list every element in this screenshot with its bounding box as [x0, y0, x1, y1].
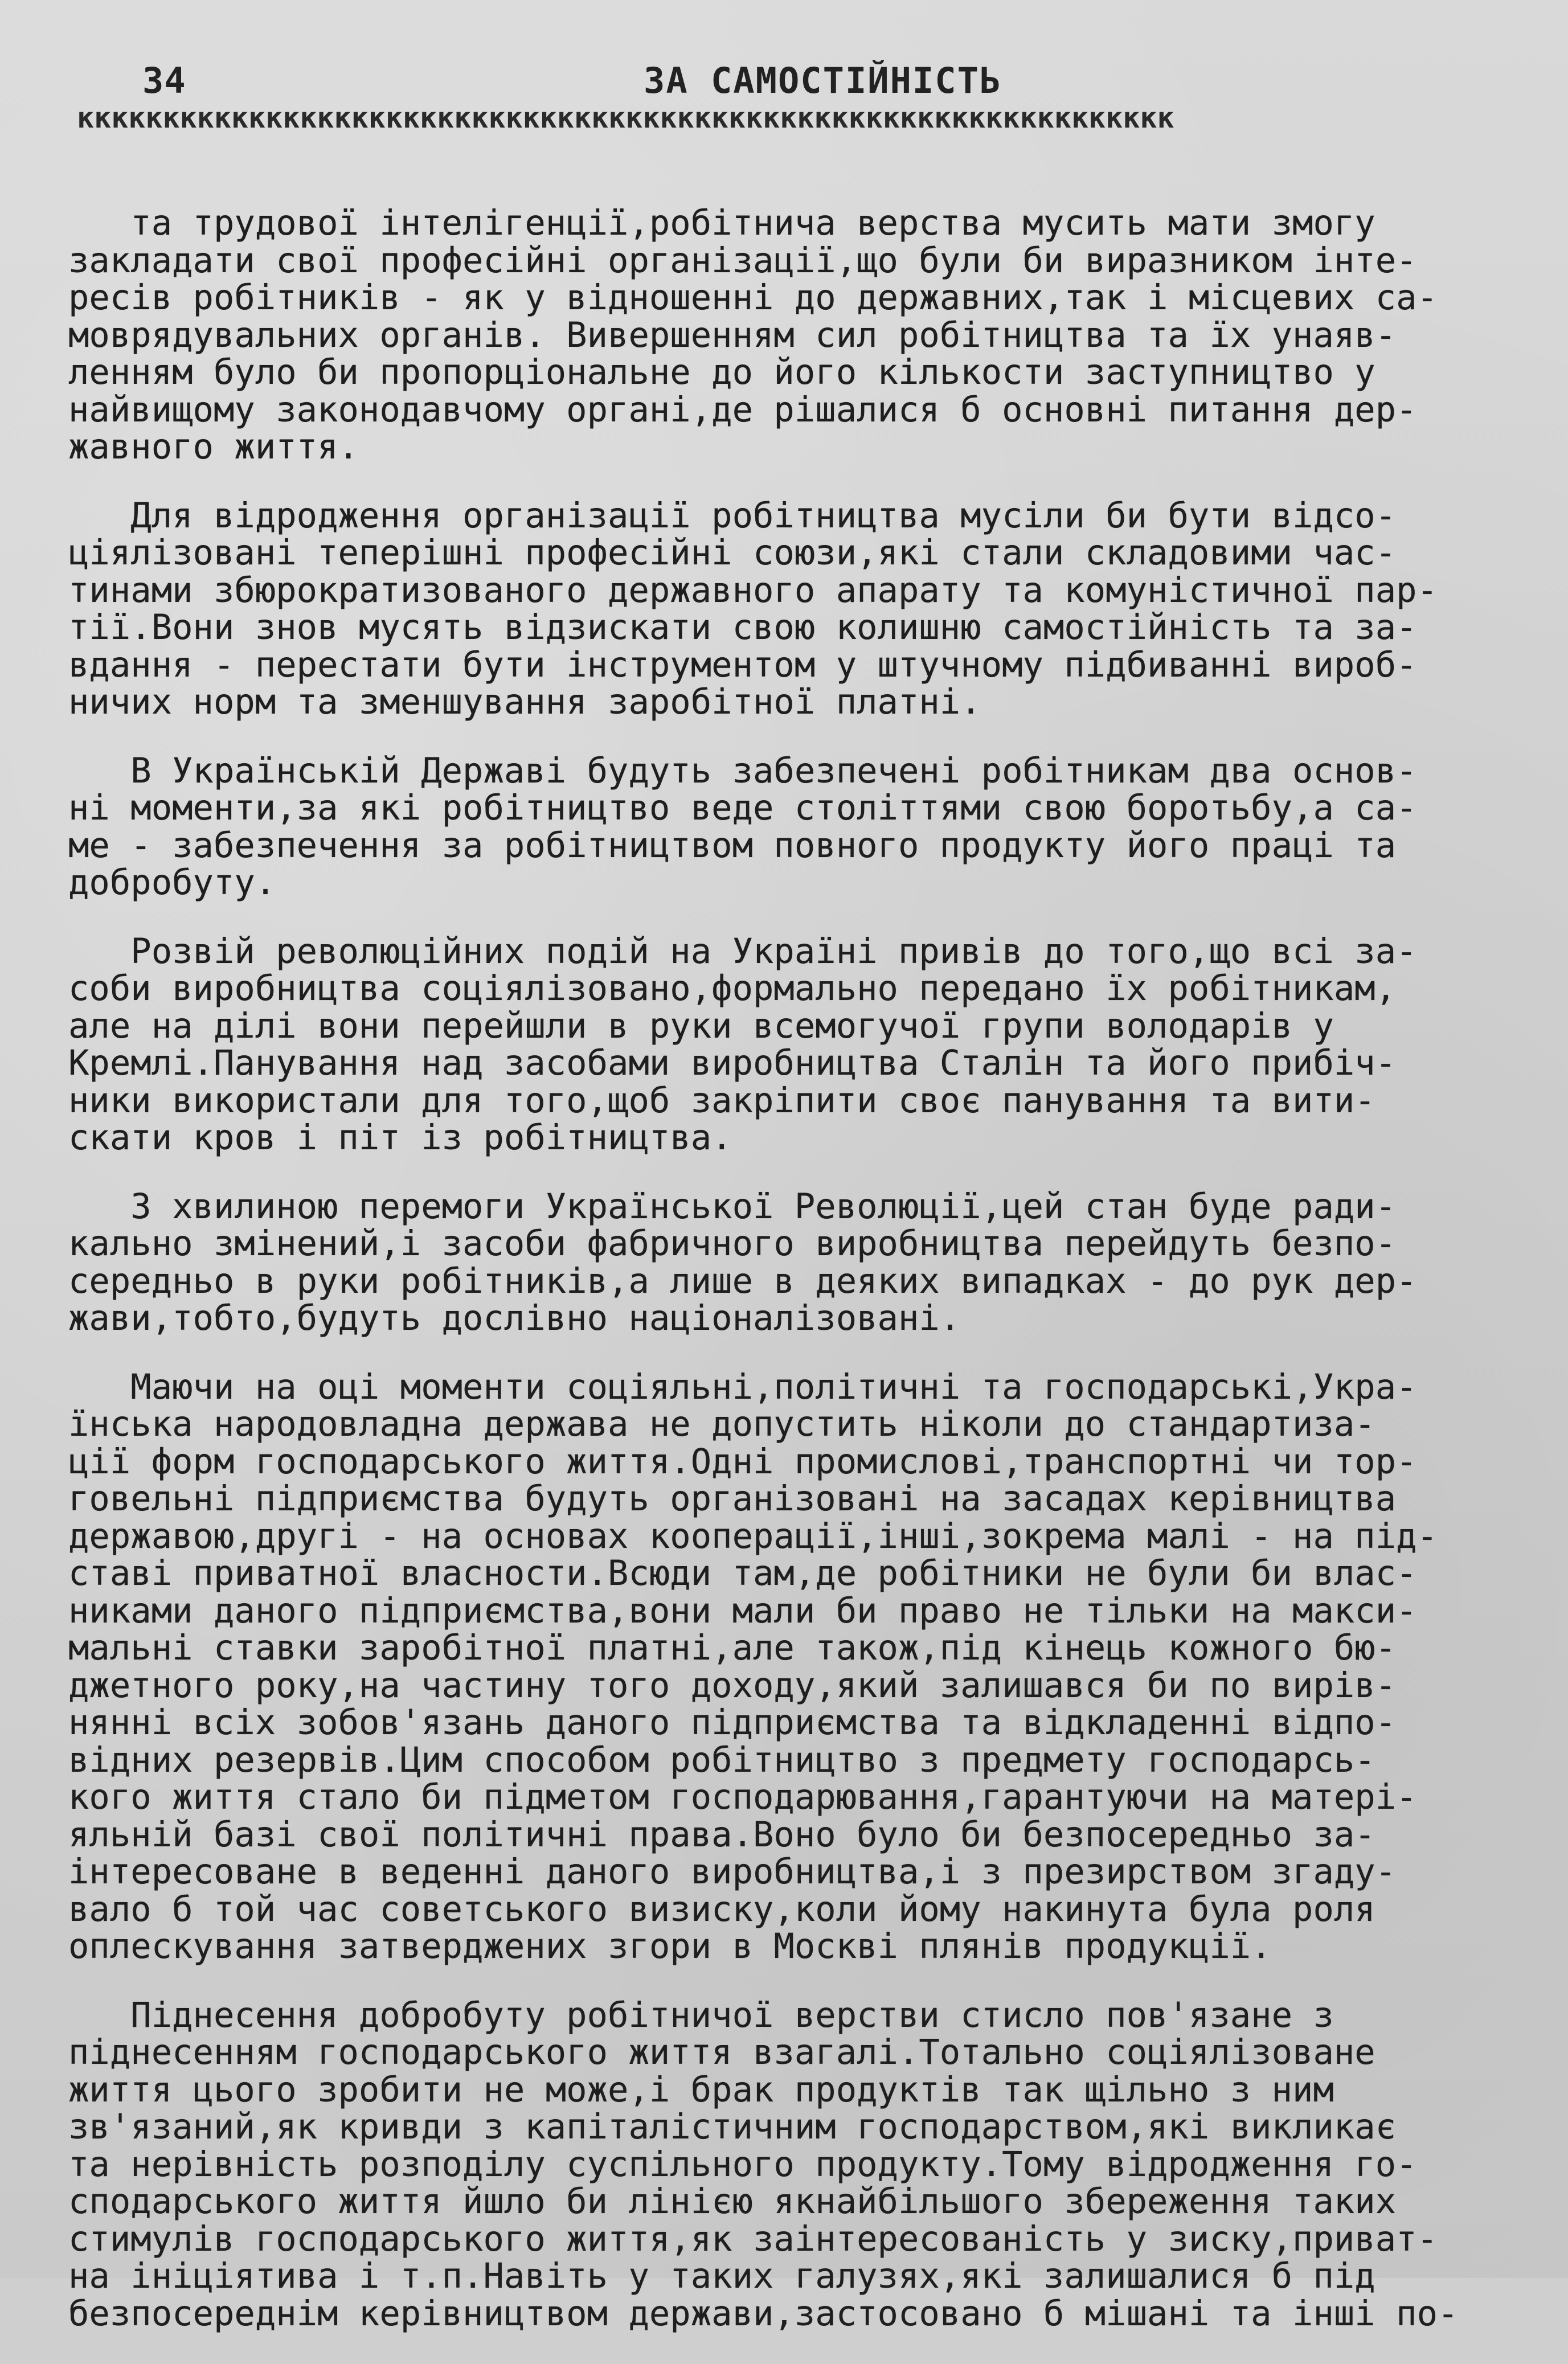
- journal-title: ЗА САМОСТІЙНІСТЬ: [644, 60, 1002, 101]
- paragraph-1: та трудової інтелігенції,робітнича верства мусить мати змогу закладати свої професійні організації,що були би виразником інте- ресів робітників - як у відношенні до державних,так і місцевих са- моврядувальних органів. Вивершенням сил робітництва та їх унаяв- ленням було би пропорціональне до його кількости заступництво у найвищому законодавчому органі,де рішалися б основні питання дер- жавного життя.: [68, 203, 1438, 467]
- paragraph-5: З хвилиною перемоги Української Революції,цей стан буде ради- кально змінений,і засоби фабричного виробництва перейдуть безпо- середньо в руки робітників,а лише в деяких випадках - до рук дер- жави,тобто,будуть дослівно націоналізовані.: [68, 1186, 1417, 1338]
- page-number: 34: [142, 60, 186, 101]
- paragraph-4: Розвій революційних подій на Україні привів до того,що всі за- соби виробництва соціялізовано,формально передано їх робітникам, але на ділі вони перейшли в руки всемогучої групи володарів у Кремлі.Панування над засобами виробництва Сталін та його прибіч- ники використали для того,щоб закріпити своє панування та вити- скати кров і піт із робітництва.: [68, 931, 1417, 1158]
- page-header: [74, 54, 1441, 105]
- paragraph-2: Для відродження організації робітництва мусіли би бути відсо- ціялізовані теперішні професійні союзи,які стали складовими час- тинами збюрократизованого державного апарату та комуністичної пар- тії.Вони знов мусять відзискати свою колишню самостійність та за- вдання - перестати бути інструментом у штучному підбиванні вироб- ничих норм та зменшування заробітної платні.: [68, 495, 1438, 722]
- header-separator: кккккккккккккккккккккккккккккккккккккккккккккккккккккккккккккккк: [77, 101, 1174, 134]
- paragraph-7: Піднесення добробуту робітничої верстви стисло пов'язане з піднесенням господарського життя взагалі.Тотально соціялізоване життя цього зробити не може,і брак продуктів так щільно з ним зв'язаний,як кривди з капіталістичним господарством,які викликає та нерівність розподілу суспільного продукту.Тому відродження го- сподарського життя йшло би лінією якнайбільшого збереження таких стимулів господарського життя,як заінтересованість у зиску,приват- на ініціятива і т.п.Навіть у таких галузях,які залишалися б під безпосереднім керівництвом держави,застосовано б мішані та інші по-: [68, 1995, 1459, 2334]
- paragraph-3: В Українській Державі будуть забезпечені робітникам два основ- ні моменти,за які робітництво веде століттями свою боротьбу,а са- ме - забезпечення за робітництвом повного продукту його праці та добробуту.: [68, 751, 1417, 903]
- paragraph-6: Маючи на оці моменти соціяльні,політичні та господарські,Укра- їнська народовладна держава не допустить ніколи до стандартиза- ції форм господарського життя.Одні промислові,транспортні чи тор- говельні підприємства будуть організовані на засадах керівництва державою,другі - на основах кооперації,інші,зокрема малі - на під- ставі приватної власности.Всюди там,де робітники не були би влас- никами даного підприємства,вони мали би право не тільки на макси- мальні ставки заробітної платні,але також,під кінець кожного бю- джетного року,на частину того доходу,який залишався би по вирів- нянні всіх зобов'язань даного підприємства та відкладенні відпо- відних резервів.Цим способом робітництво з предмету господарсь- кого життя стало би підметом господарювання,гарантуючи на матері- яльній базі свої політичні права.Воно було би безпосередньо за- інтересоване в веденні даного виробництва,і з презирством згаду- вало б той час советського визиску,коли йому накинута була роля оплескування затверджених згори в Москві плянів продукції.: [68, 1367, 1438, 1966]
- body-text: [68, 205, 1509, 2364]
